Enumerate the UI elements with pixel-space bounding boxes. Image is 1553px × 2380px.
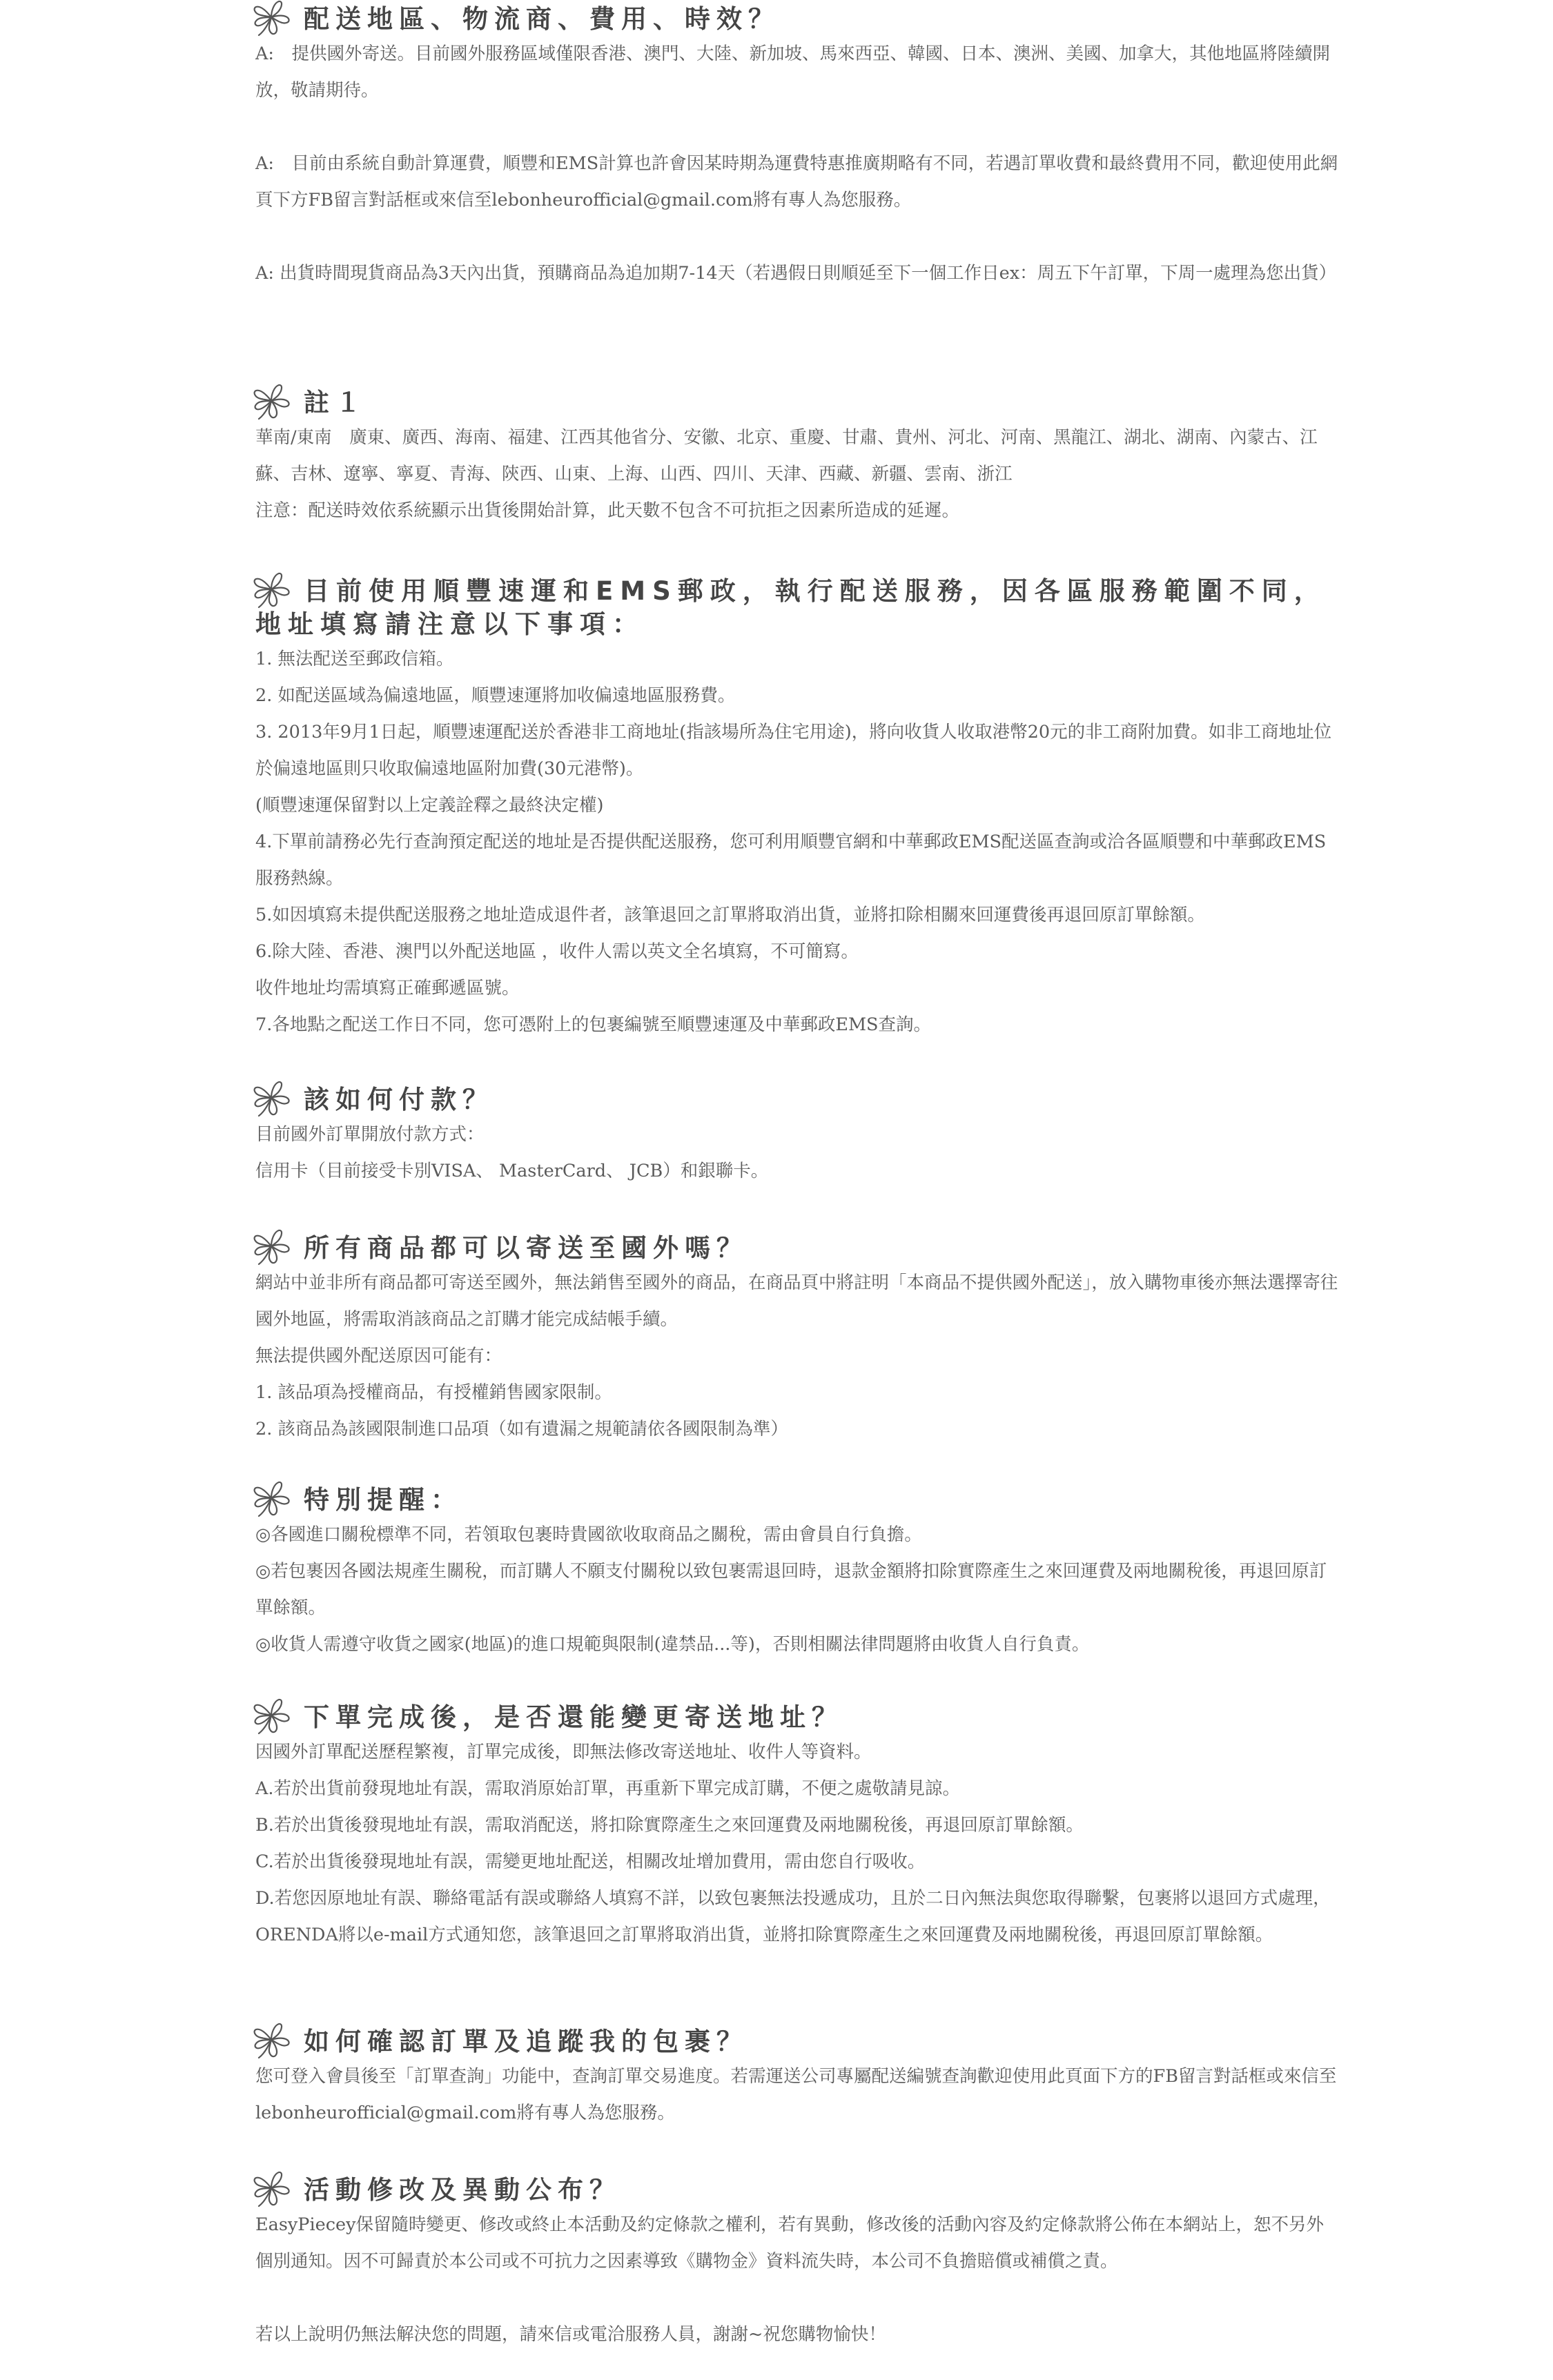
faq-section-tracking (255, 2025, 1340, 2132)
paragraph: ◎若包裹因各國法規產生關稅，而訂購人不願支付關稅以致包裹需退回時，退款金額將扣除實際產生之來回運費及兩地關稅後，再退回原訂單餘額。 (255, 1561, 1327, 1618)
heading-text: 特別提醒： (304, 1485, 462, 1515)
paragraph: 華南/東南 廣東、廣西、海南、福建、江西其他省分、安徽、北京、重慶、甘肅、貴州、河北、河南、黑龍江、湖北、湖南、內蒙古、江蘇、吉林、遼寧、寧夏、青海、陝西、山東、上海、山西、四川、天津、西藏、新疆、雲南、浙江 (255, 427, 1318, 484)
paragraph: 因國外訂單配送歷程繁複，訂單完成後，即無法修改寄送地址、收件人等資料。 (255, 1742, 872, 1762)
paragraph: EasyPiecey保留隨時變更、修改或終止本活動及約定條款之權利，若有異動，修改後的活動內容及約定條款將公佈在本網站上，恕不另外個別通知。因不可歸責於本公司或不可抗力之因素導致《購物金》資料流失時，本公司不負擔賠償或補償之責。 (255, 2214, 1324, 2272)
faq-section-activity (255, 2174, 1340, 2353)
heading-text: 註１ (304, 388, 367, 417)
section-heading (255, 3, 1340, 36)
paragraph: 5.如因填寫未提供配送服務之地址造成退件者，該筆退回之訂單將取消出貨，並將扣除相關來回運費後再退回原訂單餘額。 (255, 905, 1205, 925)
flower-icon (253, 2021, 293, 2060)
section-heading (255, 1083, 1340, 1117)
paragraph: (順豐速運保留對以上定義詮釋之最終決定權) (255, 795, 604, 816)
paragraph: 無法提供國外配送原因可能有： (255, 1346, 502, 1366)
heading-text: 配送地區、物流商、費用、時效？ (304, 4, 780, 34)
paragraph: A: 目前由系統自動計算運費，順豐和EMS計算也許會因某時期為運費特惠推廣期略有不同，若遇訂單收費和最終費用不同，歡迎使用此網頁下方FB留言對話框或來信至lebonheurofficial@gmail.com將有專人為您服務。 (255, 153, 1338, 210)
heading-text: 如何確認訂單及追蹤我的包裹？ (304, 2027, 748, 2056)
paragraph: ◎收貨人需遵守收貨之國家(地區)的進口規範與限制(違禁品...等)，否則相關法律問題將由收貨人自行負責。 (255, 1634, 1090, 1655)
section-heading (255, 386, 1340, 420)
section-heading (255, 2025, 1340, 2058)
heading-text: 該如何付款？ (304, 1085, 494, 1114)
paragraph: 2. 如配送區域為偏遠地區，順豐速運將加收偏遠地區服務費。 (255, 685, 736, 706)
paragraph: D.若您因原地址有誤、聯絡電話有誤或聯絡人填寫不詳，以致包裹無法投遞成功，且於二日內無法與您取得聯繫，包裹將以退回方式處理，ORENDA將以e-mail方式通知您，該筆退回之訂單將取消出貨，並將扣除實際產生之來回運費及兩地關稅後，再退回原訂單餘額。 (255, 1888, 1331, 1945)
section-heading (255, 2174, 1340, 2207)
section-heading (255, 1484, 1340, 1517)
paragraph: 7.各地點之配送工作日不同，您可憑附上的包裹編號至順豐速運及中華郵政EMS查詢。 (255, 1014, 932, 1035)
faq-section-payment (255, 1083, 1340, 1190)
heading-text: 活動修改及異動公布？ (304, 2175, 621, 2205)
flower-icon (253, 1479, 293, 1518)
paragraph: B.若於出貨後發現地址有誤，需取消配送，將扣除實際產生之來回運費及兩地關稅後，再退回原訂單餘額。 (255, 1815, 1084, 1836)
paragraph: 若以上說明仍無法解決您的問題，請來信或電洽服務人員，謝謝~祝您購物愉快！ (255, 2324, 886, 2345)
heading-text: 目前使用順豐速運和EMS郵政，執行配送服務，因各區服務範圍不同，地址填寫請注意以下事項： (255, 576, 1327, 639)
faq-section-change-address (255, 1701, 1340, 1954)
paragraph: 收件地址均需填寫正確郵遞區號。 (255, 978, 520, 999)
paragraph: A: 出貨時間現貨商品為3天內出貨，預購商品為追加期7-14天（若遇假日則順延至下一個工作日ex：周五下午訂單，下周一處理為您出貨） (255, 263, 1337, 284)
paragraph: 注意：配送時效依系統顯示出貨後開始計算，此天數不包含不可抗拒之因素所造成的延遲。 (255, 500, 960, 521)
flower-icon (253, 2170, 293, 2208)
flower-icon (253, 0, 293, 37)
faq-section-note (255, 386, 1340, 529)
paragraph: A: 提供國外寄送。目前國外服務區域僅限香港、澳門、大陸、新加坡、馬來西亞、韓國、日本、澳洲、美國、加拿大，其他地區將陸續開放，敬請期待。 (255, 43, 1331, 101)
paragraph: 3. 2013年9月1日起，順豐速運配送於香港非工商地址(指該場所為住宅用途)，將向收貨人收取港幣20元的非工商附加費。如非工商地址位於偏遠地區則只收取偏遠地區附加費(30元港幣)。 (255, 722, 1332, 779)
flower-icon (253, 1079, 293, 1118)
paragraph: ◎各國進口關稅標準不同，若領取包裹時貴國欲收取商品之關稅，需由會員自行負擔。 (255, 1524, 922, 1545)
paragraph: 4.下單前請務必先行查詢預定配送的地址是否提供配送服務，您可利用順豐官網和中華郵政EMS配送區查詢或洽各區順豐和中華郵政EMS服務熱線。 (255, 832, 1327, 889)
paragraph: 2. 該商品為該國限制進口品項（如有遺漏之規範請依各國限制為準） (255, 1419, 788, 1439)
section-heading (255, 575, 1340, 641)
faq-section-shipping (255, 3, 1340, 292)
faq-section-carriers (255, 575, 1340, 1043)
paragraph: 6.除大陸、香港、澳門以外配送地區 ，收件人需以英文全名填寫，不可簡寫。 (255, 941, 859, 962)
paragraph: 1. 該品項為授權商品，有授權銷售國家限制。 (255, 1382, 612, 1403)
paragraph: C.若於出貨後發現地址有誤，需變更地址配送，相關改址增加費用，需由您自行吸收。 (255, 1851, 926, 1872)
paragraph: 目前國外訂單開放付款方式： (255, 1124, 485, 1145)
faq-section-international (255, 1232, 1340, 1448)
flower-icon (253, 1697, 293, 1735)
section-heading (255, 1701, 1340, 1734)
paragraph: 1. 無法配送至郵政信箱。 (255, 649, 454, 669)
paragraph: A.若於出貨前發現地址有誤，需取消原始訂單，再重新下單完成訂購，不便之處敬請見諒。 (255, 1778, 961, 1799)
heading-text: 所有商品都可以寄送至國外嗎？ (304, 1233, 748, 1263)
paragraph: 網站中並非所有商品都可寄送至國外，無法銷售至國外的商品，在商品頁中將註明「本商品不提供國外配送」，放入購物車後亦無法選擇寄往國外地區，將需取消該商品之訂購才能完成結帳手續。 (255, 1272, 1338, 1330)
flower-icon (253, 571, 293, 609)
flower-icon (253, 1228, 293, 1266)
flower-icon (253, 382, 293, 421)
section-heading (255, 1232, 1340, 1265)
heading-text: 下單完成後，是否還能變更寄送地址？ (304, 1702, 843, 1732)
paragraph: 信用卡（目前接受卡別VISA、 MasterCard、 JCB）和銀聯卡。 (255, 1161, 769, 1181)
faq-section-reminder (255, 1484, 1340, 1663)
paragraph: 您可登入會員後至「訂單查詢」功能中，查詢訂單交易進度。若需運送公司專屬配送編號查詢歡迎使用此頁面下方的FB留言對話框或來信至lebonheurofficial@gmail.com將有專人為您服務。 (255, 2066, 1337, 2123)
